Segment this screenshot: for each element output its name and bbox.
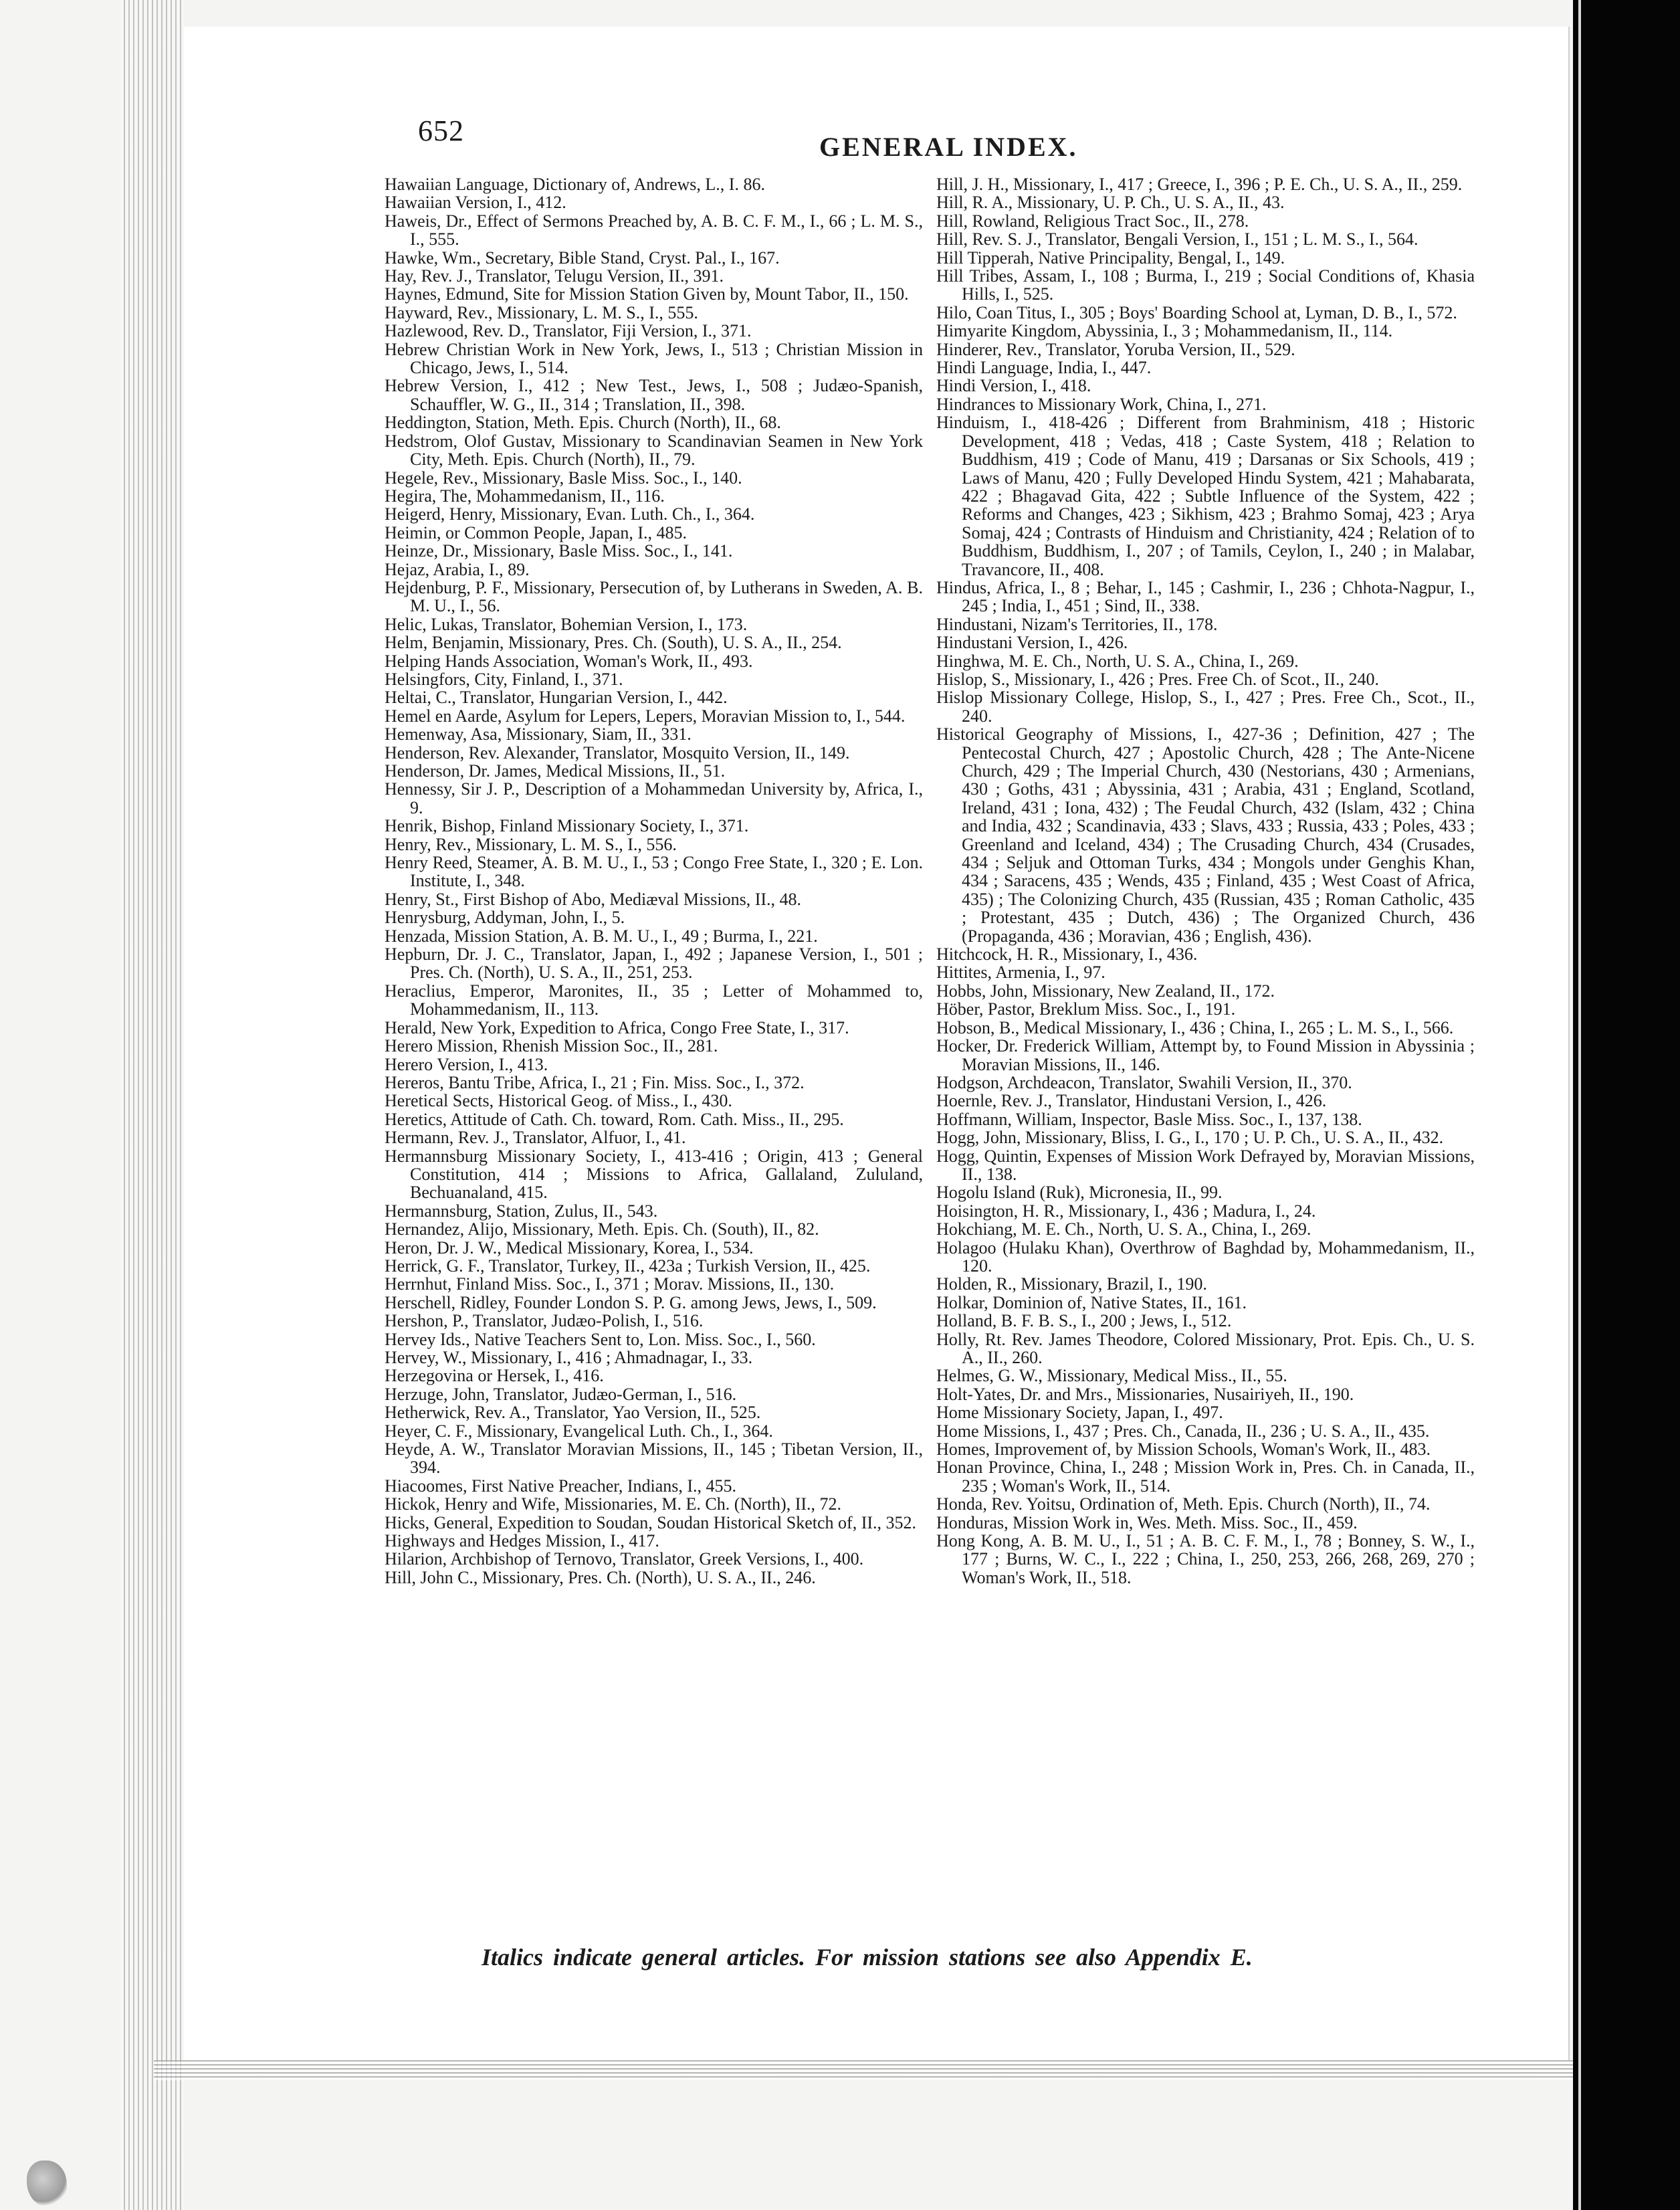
index-entry: Honduras, Mission Work in, Wes. Meth. Miss. Soc., II., 459. (936, 1512, 1358, 1532)
index-entry: Hazlewood, Rev. D., Translator, Fiji Version, I., 371. (385, 321, 752, 341)
index-entry: Hindi Language, India, I., 447. (936, 358, 1152, 378)
index-entry: Hereros, Bantu Tribe, Africa, I., 21 ; Fin. Miss. Soc., I., 372. (385, 1072, 805, 1092)
index-entry: Hong Kong, A. B. M. U., I., 51 ; A. B. C. F. M., I., 78 ; Bonney, S. W., I., 177 ; Burns, W. C., I., 222 ; China, I., 250, 253, 266, 268, 269, 270 ; Woman's Work, II., 518. (936, 1531, 1475, 1587)
index-column-right (936, 175, 1475, 1587)
index-entry: Homes, Improvement of, by Mission Schools, Woman's Work, II., 483. (936, 1439, 1431, 1460)
index-entry: Hetherwick, Rev. A., Translator, Yao Version, II., 525. (385, 1403, 761, 1423)
index-entry: Hinderer, Rev., Translator, Yoruba Version, II., 529. (936, 339, 1295, 359)
index-entry: Hedstrom, Olof Gustav, Missionary to Scandinavian Seamen in New York City, Meth. Epis. Church (North), II., 79. (385, 431, 923, 470)
index-entry: Henry, St., First Bishop of Abo, Mediæval Missions, II., 48. (385, 889, 802, 909)
index-entry: Holden, R., Missionary, Brazil, I., 190. (936, 1274, 1207, 1294)
index-entry: Hejdenburg, P. F., Missionary, Persecution of, by Lutherans in Sweden, A. B. M. U., I., 56. (385, 577, 923, 616)
index-entry: Hawaiian Version, I., 412. (385, 193, 566, 213)
index-entry: Hindus, Africa, I., 8 ; Behar, I., 145 ; Cashmir, I., 236 ; Chhota-Nagpur, I., 245 ; India, I., 451 ; Sind, II., 338. (936, 577, 1475, 616)
index-entry: Helsingfors, City, Finland, I., 371. (385, 669, 623, 689)
index-entry: Hepburn, Dr. J. C., Translator, Japan, I., 492 ; Japanese Version, I., 501 ; Pres. Ch. (North), U. S. A., II., 251, 253. (385, 944, 923, 983)
index-entry: Haynes, Edmund, Site for Mission Station Given by, Mount Tabor, II., 150. (385, 284, 909, 304)
index-entry: Hoffmann, William, Inspector, Basle Miss. Soc., I., 137, 138. (936, 1109, 1362, 1129)
index-entry: Hay, Rev. J., Translator, Telugu Version, II., 391. (385, 266, 724, 286)
index-entry: Holagoo (Hulaku Khan), Overthrow of Baghdad by, Mohammedanism, II., 120. (936, 1237, 1475, 1276)
index-entry: Hicks, General, Expedition to Soudan, Soudan Historical Sketch of, II., 352. (385, 1512, 917, 1532)
index-entry: Herschell, Ridley, Founder London S. P. G. among Jews, Jews, I., 509. (385, 1292, 877, 1312)
index-entry: Henrysburg, Addyman, John, I., 5. (385, 908, 625, 928)
index-entry: Hindi Version, I., 418. (936, 376, 1091, 396)
index-entry: Henderson, Dr. James, Medical Missions, II., 51. (385, 761, 726, 781)
index-entry: Helping Hands Association, Woman's Work, II., 493. (385, 651, 753, 671)
index-entry: Hickok, Henry and Wife, Missionaries, M. E. Ch. (North), II., 72. (385, 1494, 842, 1514)
index-entry: Heyer, C. F., Missionary, Evangelical Luth. Ch., I., 364. (385, 1421, 773, 1441)
index-entry: Herzegovina or Hersek, I., 416. (385, 1366, 604, 1386)
index-entry: Herero Mission, Rhenish Mission Soc., II., 281. (385, 1036, 718, 1056)
index-entry: Hegira, The, Mohammedanism, II., 116. (385, 486, 665, 506)
index-entry: Hoernle, Rev. J., Translator, Hindustani Version, I., 426. (936, 1091, 1327, 1111)
index-entry: Höber, Pastor, Breklum Miss. Soc., I., 191. (936, 999, 1236, 1019)
index-entry: Hilarion, Archbishop of Ternovo, Translator, Greek Versions, I., 400. (385, 1549, 864, 1569)
index-entry: Henzada, Mission Station, A. B. M. U., I., 49 ; Burma, I., 221. (385, 926, 818, 946)
index-entry: Home Missions, I., 437 ; Pres. Ch., Canada, II., 236 ; U. S. A., II., 435. (936, 1421, 1430, 1441)
scan-edge-line (1578, 0, 1581, 2210)
index-entry: Hitchcock, H. R., Missionary, I., 436. (936, 944, 1198, 965)
index-entry: Hill, Rowland, Religious Tract Soc., II., 278. (936, 211, 1249, 231)
index-entry: Helmes, G. W., Missionary, Medical Miss., II., 55. (936, 1366, 1287, 1386)
index-entry: Hobbs, John, Missionary, New Zealand, II., 172. (936, 981, 1275, 1001)
index-entry: Holkar, Dominion of, Native States, II., 161. (936, 1292, 1247, 1312)
index-entry: Hinghwa, M. E. Ch., North, U. S. A., China, I., 269. (936, 651, 1299, 671)
index-entry: Hill, R. A., Missionary, U. P. Ch., U. S. A., II., 43. (936, 193, 1285, 213)
index-entry: Henry, Rev., Missionary, L. M. S., I., 556. (385, 834, 677, 854)
index-entry: Hodgson, Archdeacon, Translator, Swahili Version, II., 370. (936, 1072, 1352, 1092)
index-entry: Heretical Sects, Historical Geog. of Miss., I., 430. (385, 1091, 732, 1111)
index-entry: Hindustani Version, I., 426. (936, 633, 1128, 653)
index-entry: Hill, John C., Missionary, Pres. Ch. (North), U. S. A., II., 246. (385, 1567, 816, 1587)
index-entry: Hervey Ids., Native Teachers Sent to, Lon. Miss. Soc., I., 560. (385, 1329, 816, 1349)
index-entry: Hindrances to Missionary Work, China, I., 271. (936, 394, 1267, 414)
index-entry: Hill, Rev. S. J., Translator, Bengali Version, I., 151 ; L. M. S., I., 564. (936, 229, 1419, 249)
index-entry: Henderson, Rev. Alexander, Translator, Mosquito Version, II., 149. (385, 742, 850, 763)
index-entry: Hiacoomes, First Native Preacher, Indians, I., 455. (385, 1476, 737, 1496)
footer-note: Italics indicate general articles. For mission stations see also Appendix E. (482, 1944, 1253, 1971)
page-number: 652 (418, 114, 464, 147)
index-entry: Hejaz, Arabia, I., 89. (385, 559, 530, 579)
scan-smudge (27, 2161, 67, 2207)
index-entry: Hebrew Version, I., 412 ; New Test., Jews, I., 508 ; Judæo-Spanish, Schauffler, W. G., II., 314 ; Translation, II., 398. (385, 376, 923, 414)
index-entry: Hittites, Armenia, I., 97. (936, 963, 1106, 983)
index-entry: Hokchiang, M. E. Ch., North, U. S. A., China, I., 269. (936, 1219, 1311, 1239)
index-entry: Holly, Rt. Rev. James Theodore, Colored Missionary, Prot. Epis. Ch., U. S. A., II., 260. (936, 1329, 1475, 1367)
index-entry: Herald, New York, Expedition to Africa, Congo Free State, I., 317. (385, 1017, 849, 1037)
index-entry: Heinze, Dr., Missionary, Basle Miss. Soc., I., 141. (385, 541, 733, 561)
index-entry: Henry Reed, Steamer, A. B. M. U., I., 53 ; Congo Free State, I., 320 ; E. Lon. Institute, I., 348. (385, 853, 923, 891)
index-entry: Hemenway, Asa, Missionary, Siam, II., 331. (385, 724, 692, 744)
index-entry: Hershon, P., Translator, Judæo-Polish, I., 516. (385, 1311, 704, 1331)
index-entry: Holland, B. F. B. S., I., 200 ; Jews, I., 512. (936, 1311, 1232, 1331)
index-entry: Hegele, Rev., Missionary, Basle Miss. Soc., I., 140. (385, 468, 742, 488)
book-page-edges (120, 0, 184, 2210)
index-entry: Heimin, or Common People, Japan, I., 485. (385, 522, 688, 542)
index-entry: Hill, J. H., Missionary, I., 417 ; Greece, I., 396 ; P. E. Ch., U. S. A., II., 259. (936, 175, 1463, 194)
index-entry: Hogg, John, Missionary, Bliss, I. G., I., 170 ; U. P. Ch., U. S. A., II., 432. (936, 1128, 1444, 1148)
index-entry: Herero Version, I., 413. (385, 1054, 548, 1074)
index-entry: Honan Province, China, I., 248 ; Mission Work in, Pres. Ch. in Canada, II., 235 ; Woman's Work, II., 514. (936, 1458, 1475, 1496)
index-entry: Herrnhut, Finland Miss. Soc., I., 371 ; Morav. Missions, II., 130. (385, 1274, 835, 1294)
index-entry: Hislop, S., Missionary, I., 426 ; Pres. Free Ch. of Scot., II., 240. (936, 669, 1380, 689)
index-entry: Honda, Rev. Yoitsu, Ordination of, Meth. Epis. Church (North), II., 74. (936, 1494, 1431, 1514)
index-entry: Hilo, Coan Titus, I., 305 ; Boys' Boarding School at, Lyman, D. B., I., 572. (936, 302, 1457, 322)
index-entry: Haweis, Dr., Effect of Sermons Preached by, A. B. C. F. M., I., 66 ; L. M. S., I., 555. (385, 211, 923, 249)
index-entry: Home Missionary Society, Japan, I., 497. (936, 1403, 1223, 1423)
index-entry: Holt-Yates, Dr. and Mrs., Missionaries, Nusairiyeh, II., 190. (936, 1384, 1354, 1404)
index-entry: Hayward, Rev., Missionary, L. M. S., I., 555. (385, 302, 698, 322)
index-entry: Hislop Missionary College, Hislop, S., I., 427 ; Pres. Free Ch., Scot., II., 240. (936, 688, 1475, 726)
index-entry: Hinduism, I., 418-426 ; Different from Brahminism, 418 ; Historic Development, 418 ; Vedas, 418 ; Caste System, 418 ; Relation to Buddhism, 419 ; Code of Manu, 419 ; Darsanas or Six Schools, 419 ; Laws of Manu, 420 ; Fully Developed Hindu System, 421 ; Mahabarata, 422 ; Bhagavad Gita, 422 ; Subtle Influence of the System, 422 ; Reforms and Changes, 423 ; Sikhism, 423 ; Brahmo Somaj, 423 ; Arya Somaj, 424 ; Contrasts of Hinduism and Christianity, 424 ; Relation of to Buddhism, Buddhism, I., 207 ; of Tamils, Ceylon, I., 240 ; in Malabar, Travancore, II., 408. (936, 413, 1475, 579)
index-entry: Henrik, Bishop, Finland Missionary Society, I., 371. (385, 816, 749, 836)
index-entry: Heraclius, Emperor, Maronites, II., 35 ; Letter of Mohammed to, Mohammedanism, II., 113. (385, 981, 923, 1019)
index-entry: Highways and Hedges Mission, I., 417. (385, 1531, 659, 1551)
index-entry: Hobson, B., Medical Missionary, I., 436 ; China, I., 265 ; L. M. S., I., 566. (936, 1017, 1454, 1037)
index-entry: Hill Tribes, Assam, I., 108 ; Burma, I., 219 ; Social Conditions of, Khasia Hills, I., 525. (936, 266, 1475, 304)
book-page-edges-bottom (154, 2060, 1598, 2080)
running-head: GENERAL INDEX. (819, 132, 1078, 162)
index-entry: Heigerd, Henry, Missionary, Evan. Luth. Ch., I., 364. (385, 504, 755, 524)
index-entry: Hermannsburg Missionary Society, I., 413-416 ; Origin, 413 ; General Constitution, 414 ; Missions to Africa, Gallaland, Zululand, Bechuanaland, 415. (385, 1146, 923, 1203)
index-entry: Heltai, C., Translator, Hungarian Version, I., 442. (385, 688, 728, 708)
index-entry: Hennessy, Sir J. P., Description of a Mohammedan University by, Africa, I., 9. (385, 779, 923, 817)
index-entry: Hoisington, H. R., Missionary, I., 436 ; Madura, I., 24. (936, 1201, 1316, 1221)
index-entry: Heddington, Station, Meth. Epis. Church (North), II., 68. (385, 413, 781, 433)
index-entry: Helm, Benjamin, Missionary, Pres. Ch. (South), U. S. A., II., 254. (385, 633, 842, 653)
index-entry: Hogolu Island (Ruk), Micronesia, II., 99. (936, 1183, 1223, 1203)
index-entry: Hawaiian Language, Dictionary of, Andrews, L., I. 86. (385, 175, 765, 194)
index-entry: Hawke, Wm., Secretary, Bible Stand, Cryst. Pal., I., 167. (385, 247, 780, 268)
index-entry: Hill Tipperah, Native Principality, Bengal, I., 149. (936, 247, 1285, 268)
index-entry: Hernandez, Alijo, Missionary, Meth. Epis. Ch. (South), II., 82. (385, 1219, 819, 1239)
index-entry: Herzuge, John, Translator, Judæo-German, I., 516. (385, 1384, 737, 1404)
index-entry: Historical Geography of Missions, I., 427-36 ; Definition, 427 ; The Pentecostal Church, 427 ; Apostolic Church, 428 ; The Ante-Nicene Church, 429 ; The Imperial Church, 430 (Nestorians, 430 ; Armenians, 430 ; Goths, 431 ; Abyssinia, 431 ; Arabia, 431 ; England, Scotland, Ireland, 431 ; Iona, 432) ; The Feudal Church, 432 (Islam, 432 ; China and India, 432 ; Scandinavia, 433 ; Slavs, 433 ; Russia, 433 ; Poles, 433 ; Greenland and Iceland, 434) ; The Crusading Church, 434 (Crusades, 434 ; Seljuk and Ottoman Turks, 434 ; Mongols under Genghis Khan, 434 ; Saracens, 435 ; Wends, 435 ; Finland, 435 ; West Coast of Africa, 435) ; The Colonizing Church, 435 (Russian, 435 ; Roman Catholic, 435 ; Protestant, 435 ; Dutch, 436) ; The Organized Church, 436 (Propaganda, 436 ; Moravian, 436 ; English, 436). (936, 724, 1475, 946)
index-entry: Hervey, W., Missionary, I., 416 ; Ahmadnagar, I., 33. (385, 1348, 753, 1367)
index-entry: Herrick, G. F., Translator, Turkey, II., 423a ; Turkish Version, II., 425. (385, 1255, 871, 1276)
scan-black-margin (1573, 0, 1680, 2210)
index-entry: Helic, Lukas, Translator, Bohemian Version, I., 173. (385, 614, 748, 634)
index-entry: Hebrew Christian Work in New York, Jews, I., 513 ; Christian Mission in Chicago, Jews, I., 514. (385, 339, 923, 378)
index-entry: Hocker, Dr. Frederick William, Attempt by, to Found Mission in Abyssinia ; Moravian Missions, II., 146. (936, 1036, 1475, 1074)
index-entry: Himyarite Kingdom, Abyssinia, I., 3 ; Mohammedanism, II., 114. (936, 321, 1393, 341)
index-entry: Hogg, Quintin, Expenses of Mission Work Defrayed by, Moravian Missions, II., 138. (936, 1146, 1475, 1184)
index-entry: Hindustani, Nizam's Territories, II., 178. (936, 614, 1218, 634)
index-entry: Heron, Dr. J. W., Medical Missionary, Korea, I., 534. (385, 1237, 754, 1258)
index-entry: Hermannsburg, Station, Zulus, II., 543. (385, 1201, 658, 1221)
index-entry: Hermann, Rev. J., Translator, Alfuor, I., 41. (385, 1128, 686, 1148)
index-column-left (385, 175, 923, 1587)
index-entry: Heyde, A. W., Translator Moravian Missions, II., 145 ; Tibetan Version, II., 394. (385, 1439, 923, 1478)
index-entry: Heretics, Attitude of Cath. Ch. toward, Rom. Cath. Miss., II., 295. (385, 1109, 844, 1129)
index-entry: Hemel en Aarde, Asylum for Lepers, Lepers, Moravian Mission to, I., 544. (385, 706, 906, 726)
